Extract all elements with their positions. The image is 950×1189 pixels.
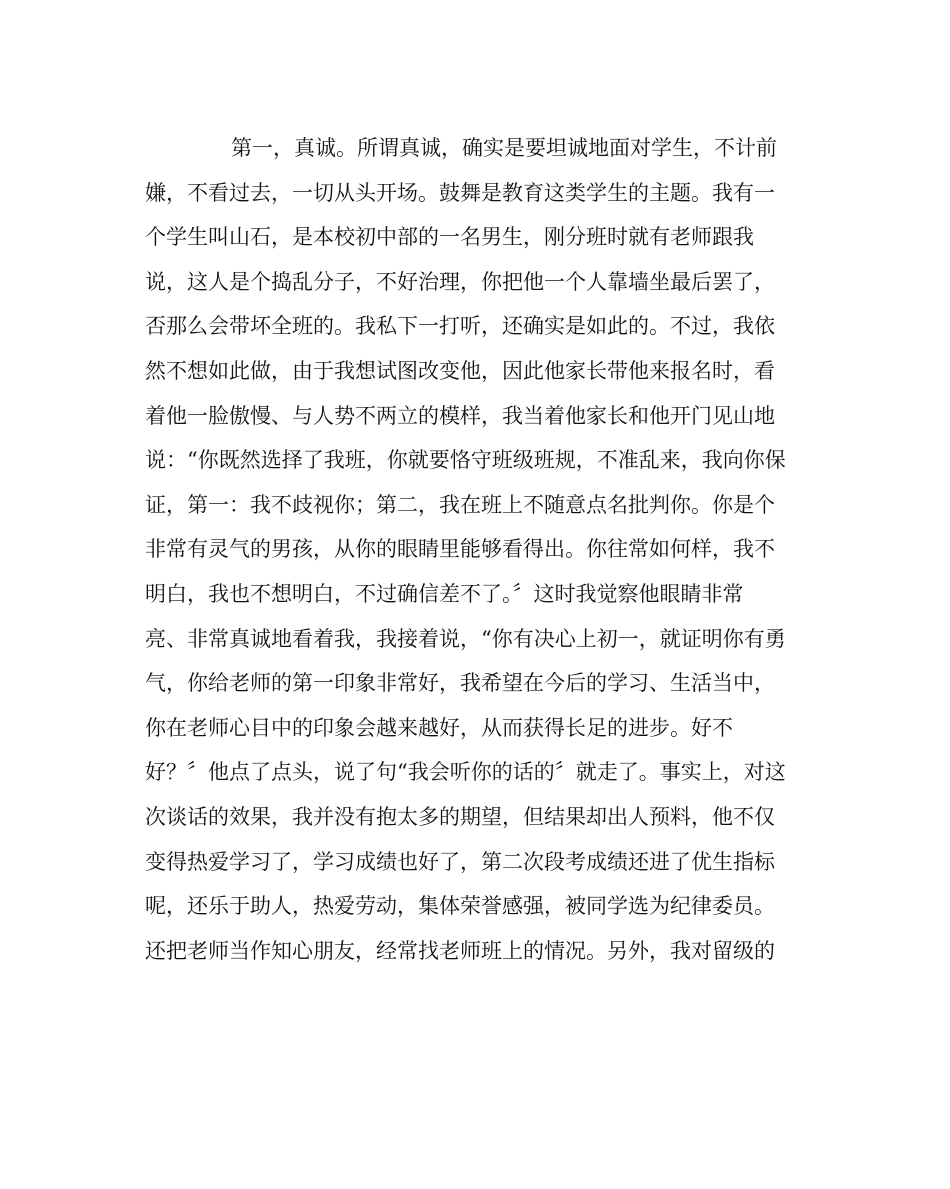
text-line: 变得热爱学习了，学习成绩也好了，第二次段考成绩还进了优生指标 — [145, 849, 775, 874]
text-line: 好？〞他点了点头，说了句“我会听你的话的〞就走了。事实上，对这 — [145, 760, 786, 785]
text-line: 着他一脸傲慢、与人势不两立的模样，我当着他家长和他开门见山地 — [145, 403, 775, 428]
text-line: 然不想如此做，由于我想试图改变他，因此他家长带他来报名时，看 — [145, 358, 775, 383]
text-line: 气，你给老师的第一印象非常好，我希望在今后的学习、生活当中， — [145, 671, 775, 696]
text-line: 非常有灵气的男孩，从你的眼睛里能够看得出。你往常如何样，我不 — [145, 537, 775, 562]
text-line: 个学生叫山石，是本校初中部的一名男生，刚分班时就有老师跟我 — [145, 225, 754, 250]
text-line: 亮、非常真诚地看着我，我接着说，“你有决心上初一，就证明你有勇 — [145, 626, 786, 651]
text-line: 第一，真诚。所谓真诚，确实是要坦诚地面对学生，不计前 — [231, 136, 777, 160]
text-line: 否那么会带坏全班的。我私下一打听，还确实是如此的。不过，我依 — [145, 314, 775, 339]
text-line: 说：“你既然选择了我班，你就要恪守班级班规，不准乱来，我向你保 — [145, 448, 786, 473]
body-paragraph — [145, 126, 817, 973]
text-line: 你在老师心目中的印象会越来越好，从而获得长足的进步。好不 — [145, 715, 733, 740]
text-line: 嫌，不看过去，一切从头开场。鼓舞是教育这类学生的主题。我有一 — [145, 180, 775, 205]
text-line: 明白，我也不想明白，不过确信差不了。〞这时我觉察他眼睛非常 — [145, 581, 744, 606]
text-line: 证，第一：我不歧视你；第二，我在班上不随意点名批判你。你是个 — [145, 492, 775, 517]
text-line: 呢，还乐于助人，热爱劳动，集体荣誉感强，被同学选为纪律委员。 — [145, 894, 775, 919]
text-line: 说，这人是个捣乱分子，不好治理，你把他一个人靠墙坐最后罢了， — [145, 269, 775, 294]
text-line: 次谈话的效果，我并没有抱太多的期望，但结果却出人预料，他不仅 — [145, 804, 775, 829]
text-line: 还把老师当作知心朋友，经常找老师班上的情况。另外，我对留级的 — [145, 938, 775, 963]
